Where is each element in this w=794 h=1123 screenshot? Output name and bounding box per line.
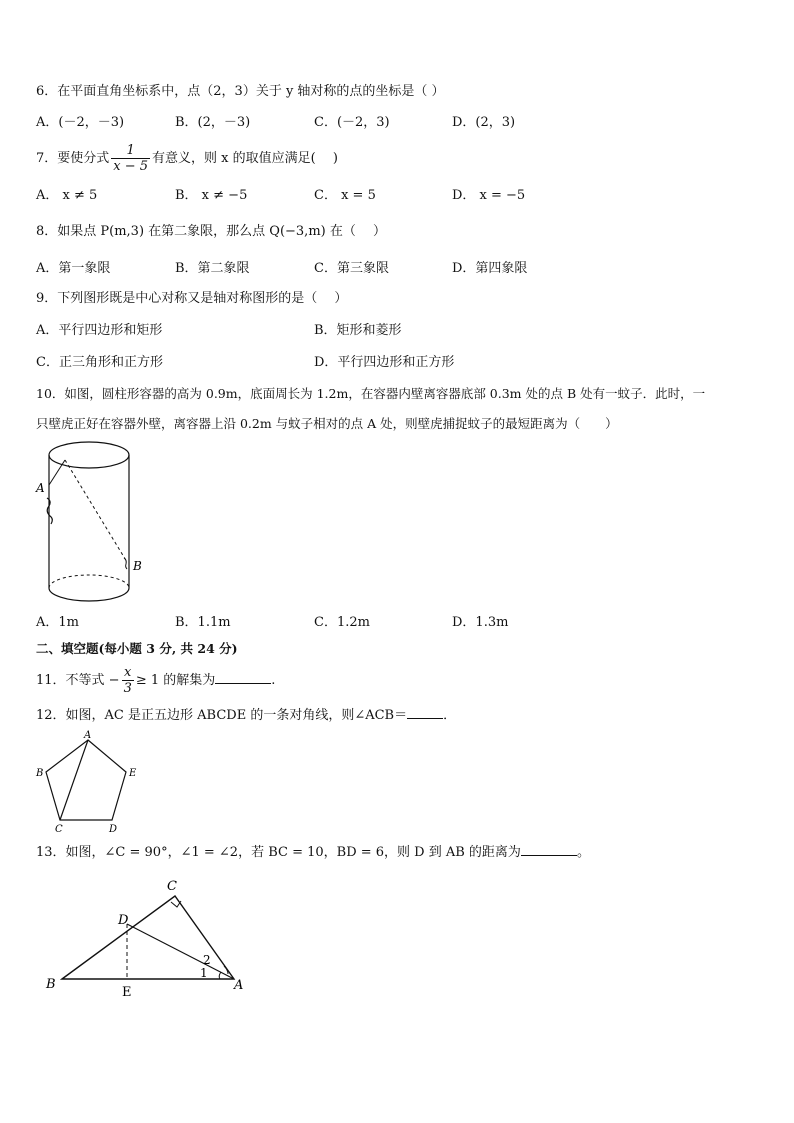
q9-option-d: D．平行四边形和正方形 (314, 355, 455, 370)
q7-option-b: B． x ≠ −5 (175, 188, 248, 203)
q12-stem-end: ． (443, 708, 457, 723)
q11-frac-den: 3 (123, 681, 132, 696)
fig12-label-c: C (55, 824, 63, 835)
fig13-label-a: A (234, 978, 244, 993)
mosquito-icon (124, 558, 127, 569)
q10-stem-line1: 10．如图，圆柱形容器的高为 0.9m，底面周长为 1.2m，在容器内壁离容器底部 0.3m 处的点 B 处有一蚊子．此时，一 (36, 386, 706, 401)
q9-stem: 9．下列图形既是中心对称又是轴对称图形的是（ ） (36, 291, 348, 306)
q7-frac-den: x − 5 (113, 159, 149, 174)
q6-option-c: C．(－2，3) (314, 115, 390, 130)
q8-option-a: A．第一象限 (36, 261, 111, 276)
q11-stem-post: ≥ 1 的解集为 (135, 673, 216, 688)
q13-triangle-figure (40, 872, 255, 1002)
q7-stem-pre: 7．要使分式 (36, 151, 110, 166)
q8-stem: 8．如果点 P(m,3) 在第二象限，那么点 Q(−3,m) 在（ ） (36, 224, 386, 239)
fig10-label-a: A (36, 481, 45, 495)
q6-stem: 6．在平面直角坐标系中，点（2，3）关于 y 轴对称的点的坐标是（ ） (36, 84, 445, 99)
fig13-label-1: 1 (200, 966, 208, 980)
q7-frac-num: 1 (111, 143, 150, 159)
angle-1-arc (219, 972, 221, 979)
fig13-label-b: B (46, 977, 56, 992)
q13-answer-blank (521, 843, 577, 856)
q12-pentagon-figure (32, 728, 144, 836)
q6-option-a: A．(－2，－3) (36, 115, 125, 130)
cylinder-bottom-front (49, 588, 129, 601)
q12-stem-text: 12．如图，AC 是正五边形 ABCDE 的一条对角线，则∠ACB＝ (36, 708, 408, 723)
q11-stem-end: . (271, 673, 276, 688)
q8-option-d: D．第四象限 (452, 261, 528, 276)
q10-option-b: B．1.1m (175, 615, 231, 630)
q9-option-a: A．平行四边形和矩形 (36, 323, 163, 338)
q11-stem (36, 664, 275, 698)
path-a-to-rim (49, 460, 65, 485)
q6-option-b: B．(2，－3) (175, 115, 251, 130)
q8-option-b: B．第二象限 (175, 261, 250, 276)
fig13-label-c: C (167, 879, 177, 894)
q10-option-c: C．1.2m (314, 615, 370, 630)
q11-stem-pre: 11．不等式 − (36, 673, 120, 688)
q10-option-a: A．1m (36, 615, 79, 630)
cylinder-bottom-back (49, 575, 129, 588)
q7-stem-post: 有意义，则 x 的取值应满足( ) (152, 151, 338, 166)
q11-frac-num: x (122, 665, 134, 681)
fig13-label-2: 2 (203, 953, 211, 967)
fig12-label-d: D (109, 824, 118, 835)
diagonal-ac (60, 740, 88, 820)
q13-stem-end: 。 (576, 845, 590, 860)
q10-stem-line2: 只壁虎正好在容器外壁，离容器上沿 0.2m 与蚊子相对的点 A 处，则壁虎捕捉蚊子的最短距离为（ ） (36, 416, 618, 431)
q13-stem (36, 843, 590, 863)
fig10-label-b: B (133, 559, 142, 573)
q13-stem-text: 13．如图，∠C = 90°，∠1 = ∠2，若 BC = 10，BD = 6，则 D 到 AB 的距离为 (36, 845, 521, 860)
q7-stem (36, 142, 338, 176)
fig12-label-e: E (129, 768, 137, 779)
q9-option-b: B．矩形和菱形 (314, 323, 402, 338)
q6-option-d: D．(2，3) (452, 115, 516, 130)
q12-stem (36, 706, 456, 726)
cylinder-top-ellipse (49, 442, 129, 468)
q11-fraction (122, 665, 134, 696)
q7-option-c: C． x = 5 (314, 188, 376, 203)
q9-option-c: C．正三角形和正方形 (36, 355, 163, 370)
section2-title: 二、填空题(每小题 3 分, 共 24 分) (36, 641, 238, 656)
q7-option-d: D． x = −5 (452, 188, 526, 203)
fig13-label-e: E (122, 985, 132, 1000)
fig12-label-b: B (36, 768, 44, 779)
fig13-label-d: D (118, 913, 129, 928)
path-rim-to-b (65, 460, 127, 562)
q12-answer-blank (407, 706, 443, 719)
segment-ad (127, 924, 234, 979)
q10-cylinder-figure (32, 440, 142, 610)
q8-option-c: C．第三象限 (314, 261, 389, 276)
gecko-icon (47, 498, 52, 524)
q7-fraction (111, 143, 150, 174)
q11-answer-blank (215, 671, 271, 684)
q7-option-a: A． x ≠ 5 (36, 188, 98, 203)
q10-option-d: D．1.3m (452, 615, 509, 630)
pentagon-shape (46, 740, 126, 820)
fig12-label-a: A (84, 730, 92, 741)
